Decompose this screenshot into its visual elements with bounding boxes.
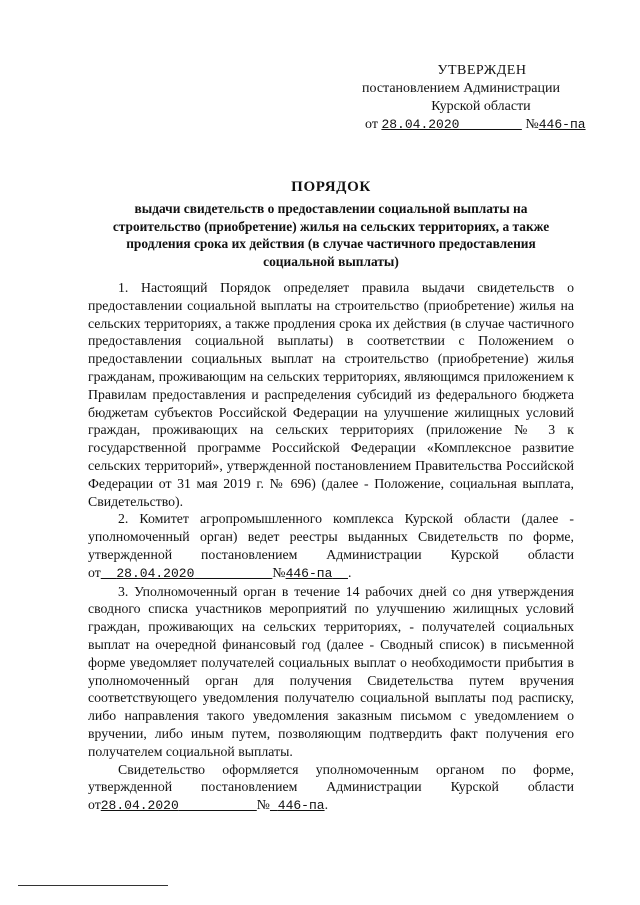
approval-number: 446-па [538,117,586,132]
paragraph-4-end: . [324,797,329,813]
paragraph-2-end: . [347,564,352,580]
paragraph-2-number-label: № [272,564,286,580]
paragraph-2: 2. Комитет агропромышленного комплекса Курской области (далее - уполномоченный орган) ведет реестры выданных Свидетельств по форме, утвержденной постановлением Администрации Курской области [88,511,574,562]
paragraph-2-date: 28.04.2020 [116,565,195,581]
paragraph-2-from-label: от [88,564,101,580]
document-subtitle: выдачи свидетельств о предоставлении социальной выплаты на строительство (приобретение) жилья на сельских территориях, а также продления срока их действия (в случае частичного предоставления социальной выплаты) [112,201,550,269]
approval-title: УТВЕРЖДЕН [437,63,527,78]
approval-line-2: Курской области [431,99,531,114]
document-title: ПОРЯДОК [291,179,371,195]
footnote-separator-line [18,885,168,886]
document-body [88,279,574,815]
paragraph-4-number-label: № [256,797,270,813]
approval-line-1: постановлением Администрации [362,81,560,96]
paragraph-4-date: 28.04.2020 [100,798,179,814]
paragraph-4-from-label: от [88,797,101,813]
approval-number-label: № [525,117,539,132]
paragraph-4: Свидетельство оформляется уполномоченным органом по форме, утвержденной постановлением Администрации Курской области [88,761,574,795]
approval-from-label: от [365,117,378,132]
approval-date: 28.04.2020 [381,117,460,132]
approval-stamp-block [362,62,592,134]
paragraph-2-number: 446-па [285,565,333,581]
paragraph-1: 1. Настоящий Порядок определяет правила выдачи свидетельств о предоставлении социальной выплаты на строительство (приобретение) жилья на сельских территориях, а также продления срока их действия (в случае частичного предоставления социальной выплаты) в соответствии с Положением о предоставлении социальных выплат на строительство (приобретение) жилья гражданам, проживающим на сельских территориях, являющимся приложением к Правилам предоставления и распределения субсидий из федерального бюджета бюджетам субъектов Российской Федерации на улучшение жилищных условий граждан, проживающих на сельских территориях (приложение № 3 к государственной программе Российской Федерации «Комплексное развитие сельских территорий», утвержденной постановлением Правительства Российской Федерации от 31 мая 2019 г. № 696) (далее - Положение, социальная выплата, Свидетельство). [88,280,574,509]
paragraph-3: 3. Уполномоченный орган в течение 14 рабочих дней со дня утверждения сводного списка участников мероприятий по улучшению жилищных условий граждан, проживающих на сельских территориях, - получателей социальных выплат на очередной финансовый год (далее - Сводный список) в письменной форме уведомляет получателей социальных выплат о необходимости прибытия в уполномоченный орган для получения Свидетельства путем вручения соответствующего уведомления получателю социальной выплаты под расписку, либо направления такого уведомления заказным письмом с уведомлением о вручении, либо иным путем, позволяющим подтвердить факт получения его получателем социальной выплаты. [88,583,574,759]
approval-date-number [362,116,592,134]
paragraph-4-date-line [88,796,574,815]
paragraph-2-date-line [88,564,574,583]
document-title-block [88,177,574,270]
paragraph-4-number: 446-па [277,798,325,814]
